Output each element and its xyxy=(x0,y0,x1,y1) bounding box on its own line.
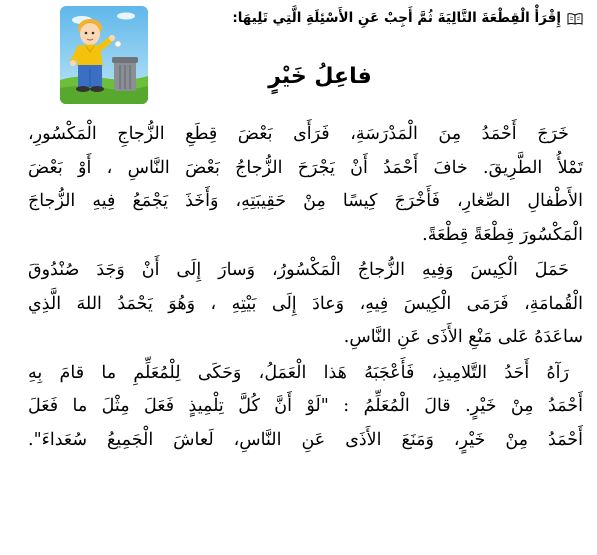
text-line: تَمْلأُ الطَّرِيقَ. خافَ أَحْمَدُ أَنْ يَجْرَحَ الزُّجاجُ بَعْضَ النَّاسِ ، أَوْ بَعْضَ xyxy=(28,157,583,178)
paragraph-2 xyxy=(28,254,583,355)
text-line: خَرَجَ أَحْمَدُ مِنَ الْمَدْرَسَةِ، فَرَأَى بَعْضَ قِطَعِ الزُّجاجِ الْمَكْسُورِ، xyxy=(28,124,569,144)
text-line: رَآهُ أَحَدُ التَّلامِيذِ، فَأَعْجَبَهُ هَذا الْعَمَلُ، وَحَكَى لِلْمُعَلِّمِ ما قامَ بِهِ xyxy=(28,362,569,383)
text-line: أَحْمَدُ مِنْ خَيْرٍ. قالَ الْمُعَلِّمُ : "لَوْ أَنَّ كُلَّ تِلْمِيذٍ فَعَلَ مِثْلَ ما فَعَلَ xyxy=(28,396,583,416)
text-line: الْقُمامَةِ، فَرَمَى الْكِيسَ فِيهِ، وَعادَ إِلَى بَيْتِهِ ، وَهُوَ يَحْمَدُ اللهَ الَّذِي xyxy=(28,293,583,314)
paragraph-1 xyxy=(28,118,583,252)
paragraph-3 xyxy=(28,357,583,458)
instruction-text: إِقْرَأْ الْقِطْعَةَ التَّالِيَةَ ثُمَّ أَجِبْ عَنِ الأَسْئِلَةِ الَّتِي تَلِيهَا: xyxy=(232,10,561,26)
open-book-icon xyxy=(567,12,583,25)
instruction-line xyxy=(232,10,583,26)
boy-throwing-trash-icon xyxy=(60,6,148,104)
text-line: أَحْمَدُ مِنْ خَيْرٍ، وَمَنَعَ الأَذَى عَنِ النَّاسِ، لَعاشَ الْجَمِيعُ سُعَداءَ". xyxy=(28,429,583,450)
story-title: فاعِلُ خَيْرٍ xyxy=(268,64,372,89)
text-line: ساعَدَهُ عَلى مَنْعِ الأَذَى عَنِ النَّاسِ. xyxy=(343,327,583,347)
text-line: الأَطْفالِ الصِّغارِ، فَأَخْرَجَ كِيسًا مِنْ حَقِيبَتِهِ، وَأَخَذَ يَجْمَعُ فِيهِ الزُّجاجَ xyxy=(28,191,583,211)
text-line: حَمَلَ الْكِيسَ وَفِيهِ الزُّجاجُ الْمَكْسُورُ، وَسارَ إِلَى أَنْ وَجَدَ صُنْدُوقَ xyxy=(28,260,569,280)
text-line: الْمَكْسُورَ قِطْعَةً قِطْعَةً. xyxy=(422,224,583,245)
boy-throwing-trash-illustration xyxy=(60,6,148,104)
story-body xyxy=(28,118,583,457)
